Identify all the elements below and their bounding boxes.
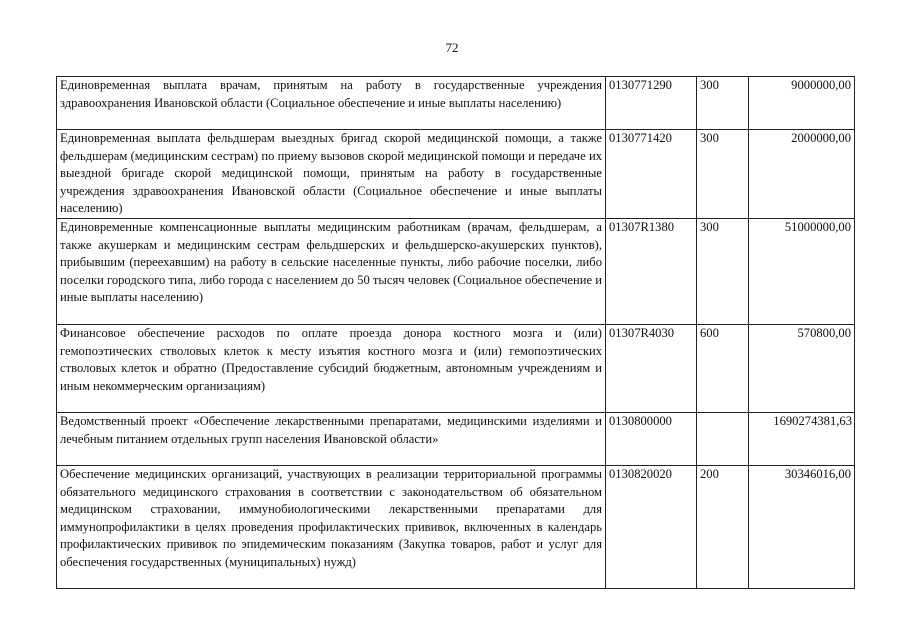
table-row [57,130,855,219]
row-target-code: 01307R1380 [606,218,697,324]
row-amount: 9000000,00 [749,77,855,130]
budget-table [56,76,855,589]
row-amount: 2000000,00 [749,130,855,219]
table-row [57,465,855,588]
row-description: Единовременная выплата врачам, принятым на работу в государственные учреждения здравоохранения Ивановской области (Социальное обеспечение и иные выплаты населению) [57,77,606,130]
row-amount: 30346016,00 [749,465,855,588]
row-amount: 570800,00 [749,324,855,412]
table-row [57,324,855,412]
row-description: Единовременная выплата фельдшерам выездных бригад скорой медицинской помощи, а также фельдшерам (медицинским сестрам) по приему вызовов скорой медицинской помощи и передаче их выездной бригаде скорой медицинской помощи, принятым на работу в государственные учреждения здравоохранения Ивановской области (Социальное обеспечение и иные выплаты населению) [57,130,606,219]
row-expense-type [697,412,749,465]
table-row [57,218,855,324]
row-target-code: 01307R4030 [606,324,697,412]
row-target-code: 0130771420 [606,130,697,219]
row-target-code: 0130820020 [606,465,697,588]
table-row [57,412,855,465]
row-expense-type: 600 [697,324,749,412]
row-description: Финансовое обеспечение расходов по оплате проезда донора костного мозга и (или) гемопоэтических стволовых клеток к месту изъятия костного мозга и (или) гемопоэтических стволовых клеток и обратно (Предоставление субсидий бюджетным, автономным учреждениям и иным некоммерческим организациям) [57,324,606,412]
row-amount: 1690274381,63 [749,412,855,465]
row-expense-type: 300 [697,130,749,219]
row-description: Ведомственный проект «Обеспечение лекарственными препаратами, медицинскими изделиями и лечебным питанием отдельных групп населения Ивановской области» [57,412,606,465]
row-expense-type: 300 [697,77,749,130]
row-description: Обеспечение медицинских организаций, участвующих в реализации территориальной программы обязательного медицинского страхования в соответствии с законодательством об обязательном медицинском страховании, иммунобиологическими лекарственными препаратами для иммунопрофилактики в целях проведения профилактических прививок, включенных в календарь профилактических прививок по эпидемическим показаниям (Закупка товаров, работ и услуг для обеспечения государственных (муниципальных) нужд) [57,465,606,588]
row-amount: 51000000,00 [749,218,855,324]
row-target-code: 0130771290 [606,77,697,130]
row-expense-type: 200 [697,465,749,588]
row-description: Единовременные компенсационные выплаты медицинским работникам (врачам, фельдшерам, а также акушеркам и медицинским сестрам фельдшерских и фельдшерско-акушерских пунктов), прибывшим (переехавшим) на работу в сельские населенные пункты, либо рабочие поселки, либо поселки городского типа, либо города с населением до 50 тысяч человек (Социальное обеспечение и иные выплаты населению) [57,218,606,324]
page-number: 72 [445,40,459,55]
row-target-code: 0130800000 [606,412,697,465]
budget-table-body [57,77,855,589]
row-expense-type: 300 [697,218,749,324]
table-row [57,77,855,130]
